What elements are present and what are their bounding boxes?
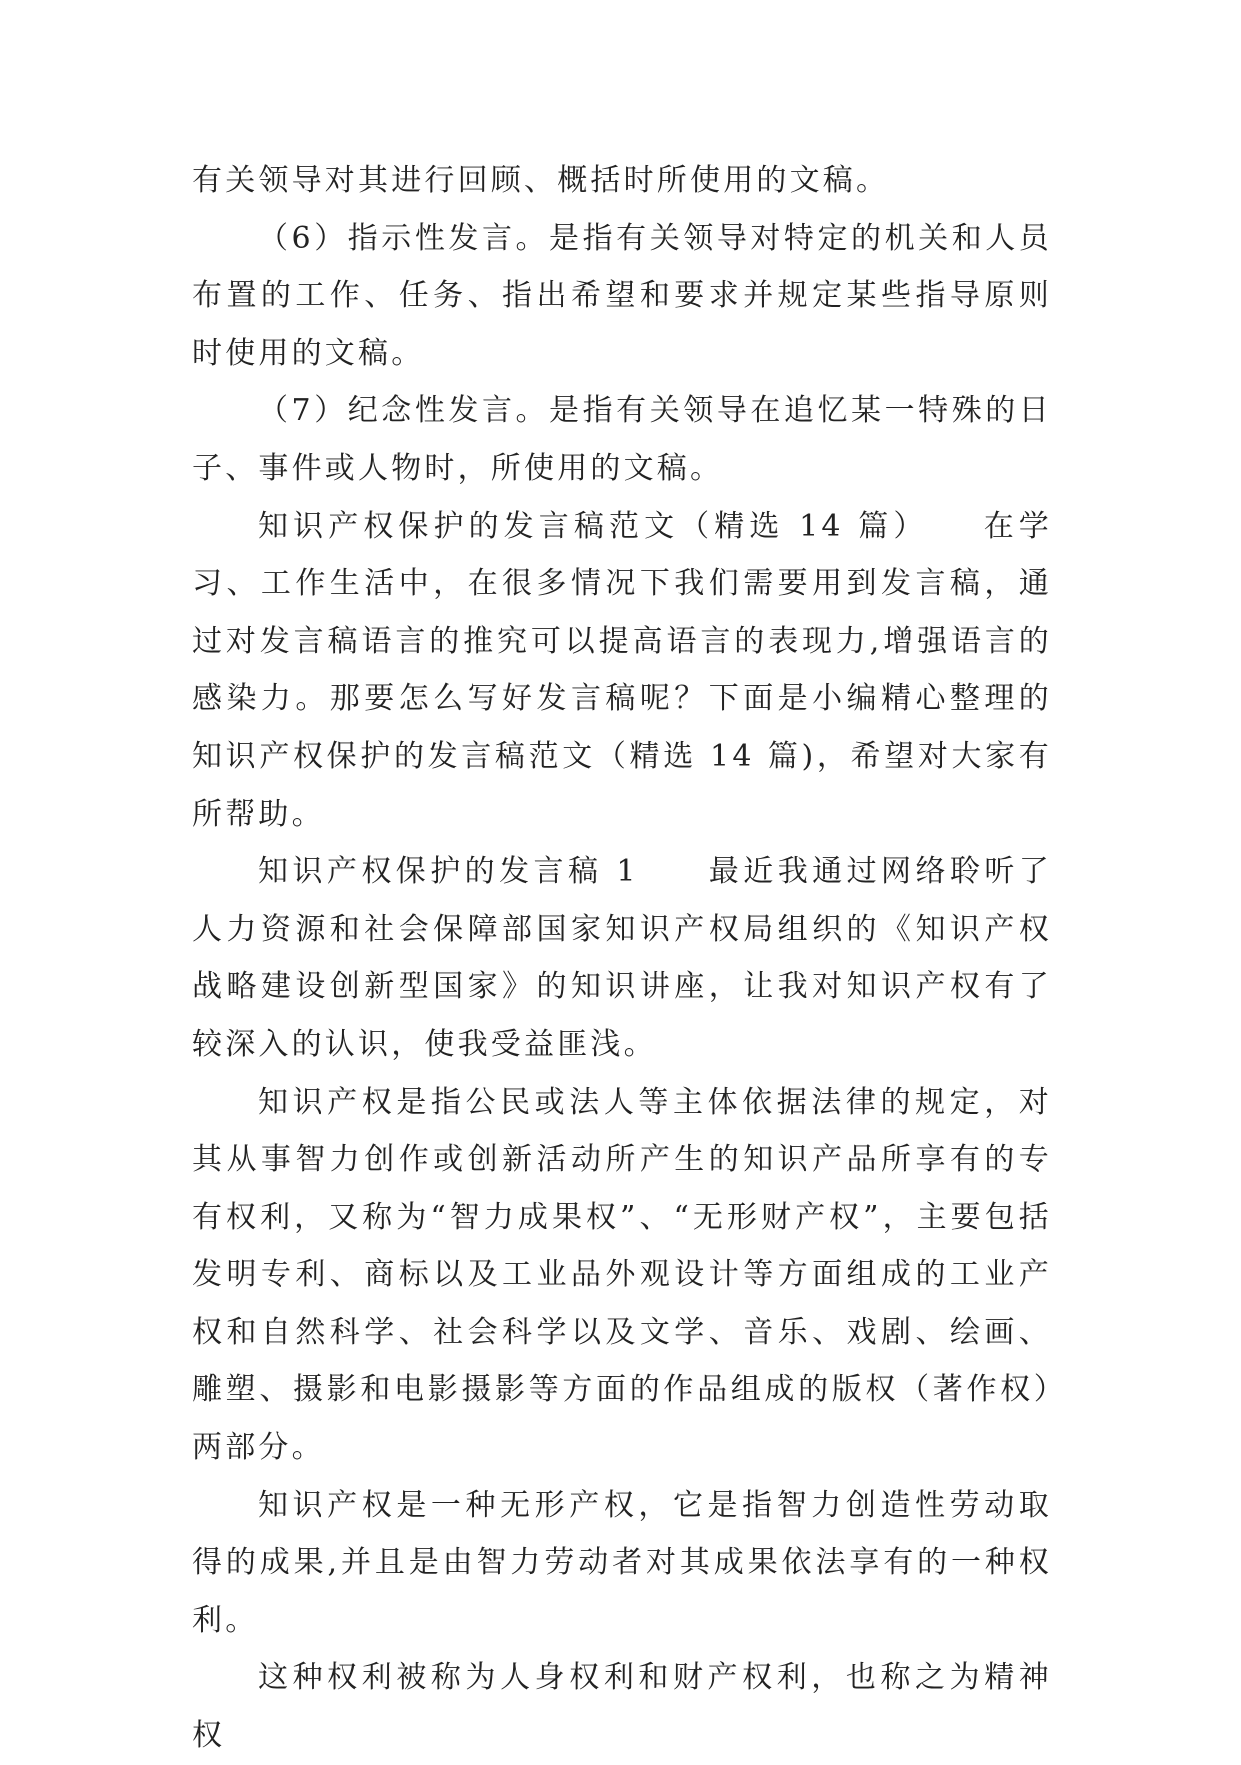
paragraph: （6）指示性发言。是指有关领导对特定的机关和人员布置的工作、任务、指出希望和要求并规定某些指导原则时使用的文稿。 [192, 220, 1052, 371]
paragraph: 知识产权保护的发言稿 1 最近我通过网络聆听了人力资源和社会保障部国家知识产权局组织的《知识产权战略建设创新型国家》的知识讲座，让我对知识产权有了较深入的认识，使我受益匪浅。 [192, 854, 1052, 1062]
paragraph: 知识产权是指公民或法人等主体依据法律的规定，对其从事智力创作或创新活动所产生的知识产品所享有的专有权利，又称为“智力成果权”、“无形财产权”，主要包括发明专利、商标以及工业品外观设计等方面组成的工业产权和自然科学、社会科学以及文学、音乐、戏剧、绘画、雕塑、摄影和电影摄影等方面的作品组成的版权（著作权）两部分。 [192, 1084, 1052, 1466]
paragraph: 知识产权是一种无形产权，它是指智力创造性劳动取得的成果,并且是由智力劳动者对其成果依法享有的一种权利。 [192, 1487, 1052, 1638]
paragraph: 这种权利被称为人身权利和财产权利，也称之为精神权 [192, 1660, 1052, 1754]
paragraph: 有关领导对其进行回顾、概括时所使用的文稿。 [192, 163, 890, 198]
paragraph: 知识产权保护的发言稿范文（精选 14 篇） 在学习、工作生活中，在很多情况下我们需要用到发言稿，通过对发言稿语言的推究可以提高语言的表现力,增强语言的感染力。那要怎么写好发言稿呢？下面是小编精心整理的知识产权保护的发言稿范文（精选 14 篇)，希望对大家有所帮助。 [192, 508, 1052, 832]
paragraph: （7）纪念性发言。是指有关领导在追忆某一特殊的日子、事件或人物时，所使用的文稿。 [192, 393, 1052, 486]
document-body [192, 152, 1052, 1765]
